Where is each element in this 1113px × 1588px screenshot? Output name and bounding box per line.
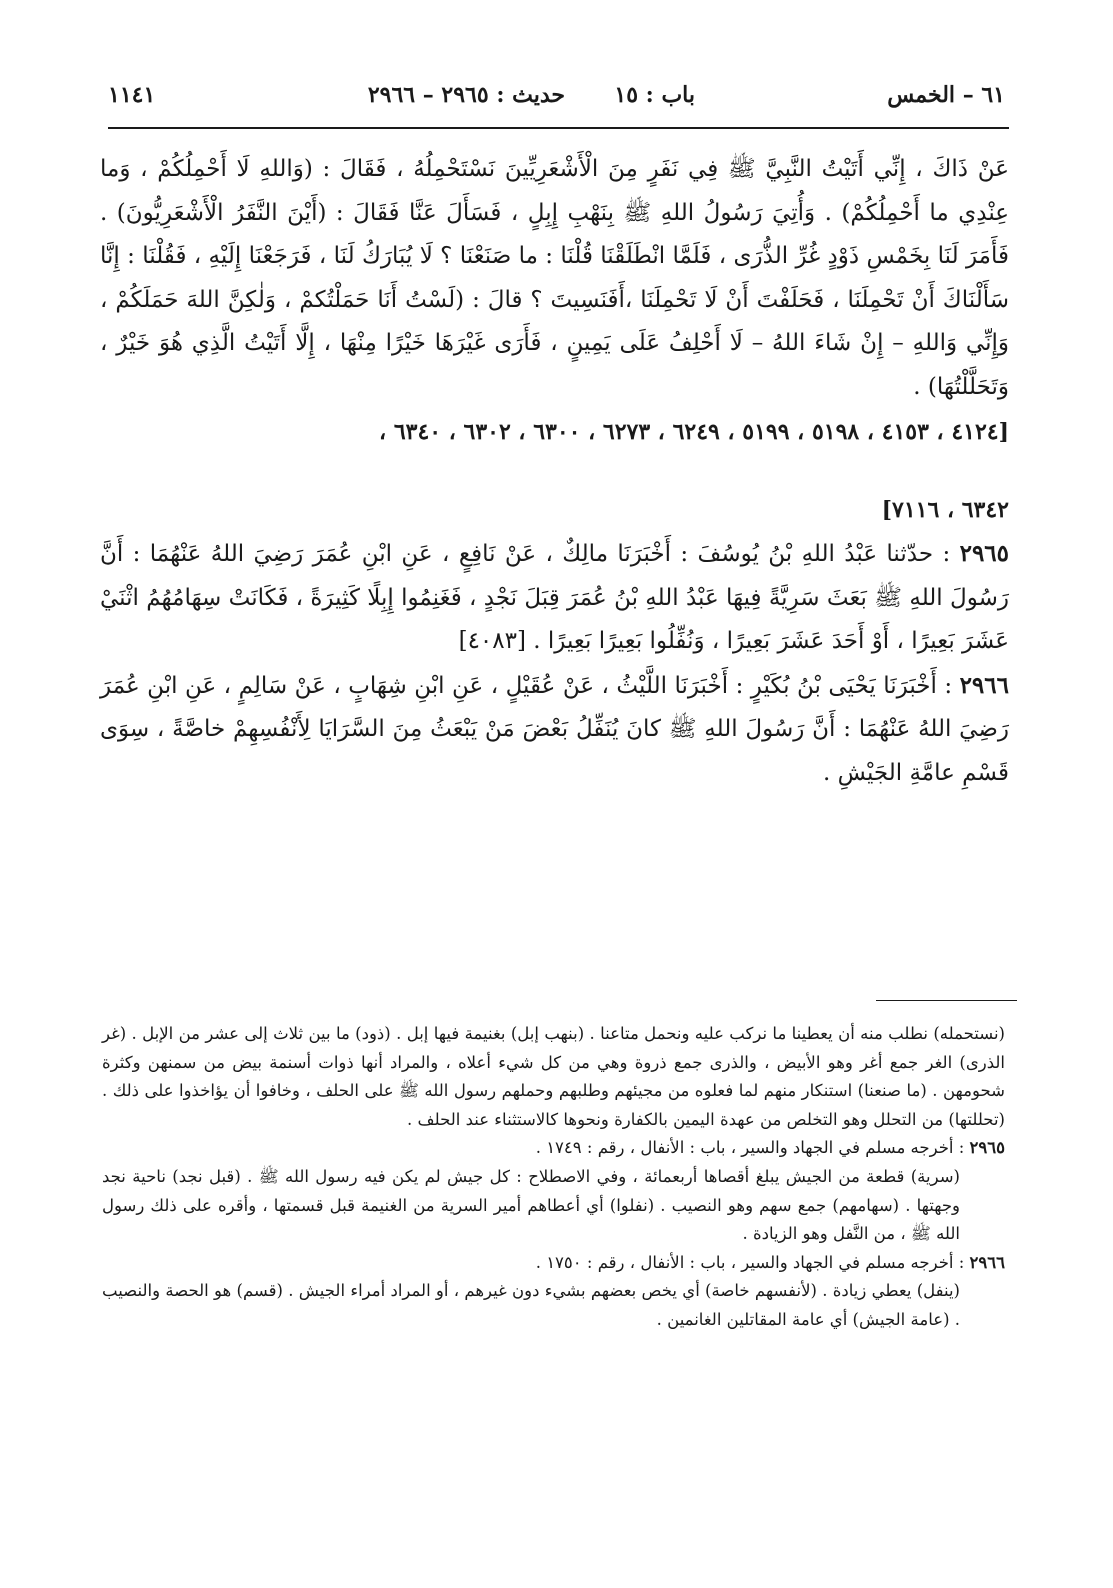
footnote-source-text: : أخرجه مسلم في الجهاد والسير ، باب : الأنفال ، رقم : ١٧٤٩ . bbox=[535, 1138, 965, 1158]
hadith-range: حديث : ٢٩٦٥ – ٢٩٦٦ bbox=[367, 82, 565, 108]
main-text bbox=[100, 148, 1009, 795]
footnote-glossary: (نستحمله) نطلب منه أن يعطينا ما نركب عليه ونحمل متاعنا . (بنهب إبل) بغنيمة فيها إبل . (ذود) ما بين ثلاث إلى عشر من الإبل . (غر الذرى) الغر جمع أغر وهو الأبيض ، والذرى جمع ذروة وهي من كل شيء أعلاه ، والمراد أنها ذوات أسنمة بيض من سمنهن وكثرة شحومهن . (ما صنعنا) استنكار منهم لما فعلوه من مجيئهم وطلبهم وحملهم رسول الله ﷺ على الحلف ، وخافوا أن يؤاخذوا على ذلك . (تحللتها) من التحلل وهو التخلص من عهدة اليمين بالكفارة ونحوها كالاستثناء عند الحلف . bbox=[102, 1024, 1005, 1129]
footnote-2966-note: (ينفل) يعطي زيادة . (لأنفسهم خاصة) أي يخص بعضهم بشيء دون غيرهم ، أو المراد أمراء الجيش . (قسم) هو الحصة والنصيب . (عامة الجيش) أي عامة المقاتلين الغانمين . bbox=[102, 1281, 960, 1329]
cross-references-line1: [٤١٢٤ ، ٤١٥٣ ، ٥١٩٨ ، ٥١٩٩ ، ٦٢٤٩ ، ٦٢٧٣ ، ٦٣٠٠ ، ٦٣٠٢ ، ٦٣٤٠ ، bbox=[379, 419, 1009, 445]
hadith-number: ٢٩٦٦ bbox=[959, 671, 1009, 699]
hadith-text: : أَخْبَرَنَا يَحْيَى بْنُ بُكَيْرٍ : أَخْبَرَنَا اللَّيْثُ ، عَنْ عُقَيْلٍ ، عَنِ ابْنِ شِهَابٍ ، عَنْ سَالِمٍ ، عَنِ ابْنِ عُمَرَ رَضِيَ اللهُ عَنْهُمَا : أَنَّ رَسُولَ اللهِ ﷺ كانَ يُنَفِّلُ بَعْضَ مَنْ يَبْعَثُ مِنَ السَّرَايَا لِأَنْفُسِهِمْ خاصَّةً ، سِوَى قَسْمِ عامَّةِ الجَيْشِ . bbox=[100, 672, 1009, 786]
chapter-title: ٦١ – الخمس bbox=[887, 82, 1005, 108]
cross-references-line2: ٦٣٤٢ ، ٧١١٦] bbox=[881, 496, 1009, 523]
hadith-2965 bbox=[100, 532, 1009, 664]
footnote-2965-note: (سرية) قطعة من الجيش يبلغ أقصاها أربعمائة ، وفي الاصطلاح : كل جيش لم يكن فيه رسول الله ﷺ . (قبل نجد) ناحية نجد وجهتها . (سهامهم) جمع سهم وهو النصيب . (نفلوا) أي أعطاهم أمير السرية من الغنيمة قبل قسمتها ، وأقره على ذلك رسول الله ﷺ ، من النَّفل وهو الزيادة . bbox=[102, 1166, 960, 1244]
footnote-source-text: : أخرجه مسلم في الجهاد والسير ، باب : الأنفال ، رقم : ١٧٥٠ . bbox=[535, 1252, 965, 1272]
footnote-number: ٢٩٦٥ bbox=[969, 1138, 1005, 1158]
footnote-divider bbox=[876, 1000, 1017, 1001]
page-number: ١١٤١ bbox=[108, 82, 156, 108]
hadith-2966 bbox=[100, 664, 1009, 796]
header-divider bbox=[108, 127, 1009, 129]
hadith-continuation: عَنْ ذَاكَ ، إِنِّي أَتَيْتُ النَّبِيَّ ﷺ فِي نَفَرٍ مِنَ الْأَشْعَرِيِّينَ نَسْتَحْمِلُهُ ، فَقَالَ : (وَاللهِ لَا أَحْمِلُكُمْ ، وَما عِنْدِي ما أَحْمِلُكُمْ) . وَأُتِيَ رَسُولُ اللهِ ﷺ بِنَهْبِ إِبِلٍ ، فَسَأَلَ عَنَّا فَقَالَ : (أَيْنَ النَّفَرُ الْأَشْعَرِيُّونَ) . فَأَمَرَ لَنَا بِخَمْسِ ذَوْدٍ غُرِّ الذُّرَى ، فَلَمَّا انْطَلَقْنَا قُلْنَا : ما صَنَعْنَا ؟ لَا يُبَارَكُ لَنَا ، فَرَجَعْنَا إِلَيْهِ ، فَقُلْنَا : إِنَّا سَأَلْنَاكَ أَنْ تَحْمِلَنَا ، فَحَلَفْتَ أَنْ لَا تَحْمِلَنَا ،أَفَنَسِيتَ ؟ قالَ : (لَسْتُ أَنَا حَمَلْتُكمْ ، وَلٰكِنَّ اللهَ حَمَلَكُمْ ، وَإِنِّي وَاللهِ – إِنْ شَاءَ اللهُ – لَا أَحْلِفُ عَلَى يَمِينٍ ، فَأَرَى غَيْرَهَا خَيْرًا مِنْهَا ، إِلَّا أَتَيْتُ الَّذِي هُوَ خَيْرٌ ، وَتَحَلَّلْتُهَا) . bbox=[100, 156, 1009, 400]
bab-number: باب : ١٥ bbox=[614, 82, 695, 108]
hadith-number: ٢٩٦٥ bbox=[959, 540, 1010, 567]
hadith-text: : حدّثنا عَبْدُ اللهِ بْنُ يُوسُفَ : أَخْبَرَنَا مالِكٌ ، عَنْ نَافِعٍ ، عَنِ ابْنِ عُمَرَ رَضِيَ اللهُ عَنْهُمَا : أَنَّ رَسُولَ اللهِ ﷺ بَعَثَ سَرِيَّةً فِيهَا عَبْدُ اللهِ بْنُ عُمَرَ قِبَلَ نَجْدٍ ، فَغَنِمُوا إِبِلًا كَثِيرَةً ، فَكَانَتْ سِهَامُهُمُ اثْنَيْ عَشَرَ بَعِيرًا ، أَوْ أَحَدَ عَشَرَ بَعِيرًا ، وَنُفِّلُوا بَعِيرًا بَعِيرًا . [٤٠٨٣] bbox=[100, 541, 1009, 654]
footnote-2965-source bbox=[102, 1134, 1005, 1163]
page-header bbox=[108, 82, 1005, 118]
footnote-number: ٢٩٦٦ bbox=[969, 1252, 1005, 1272]
footnote-2966-source bbox=[102, 1249, 1005, 1278]
footnotes bbox=[102, 1020, 1005, 1335]
